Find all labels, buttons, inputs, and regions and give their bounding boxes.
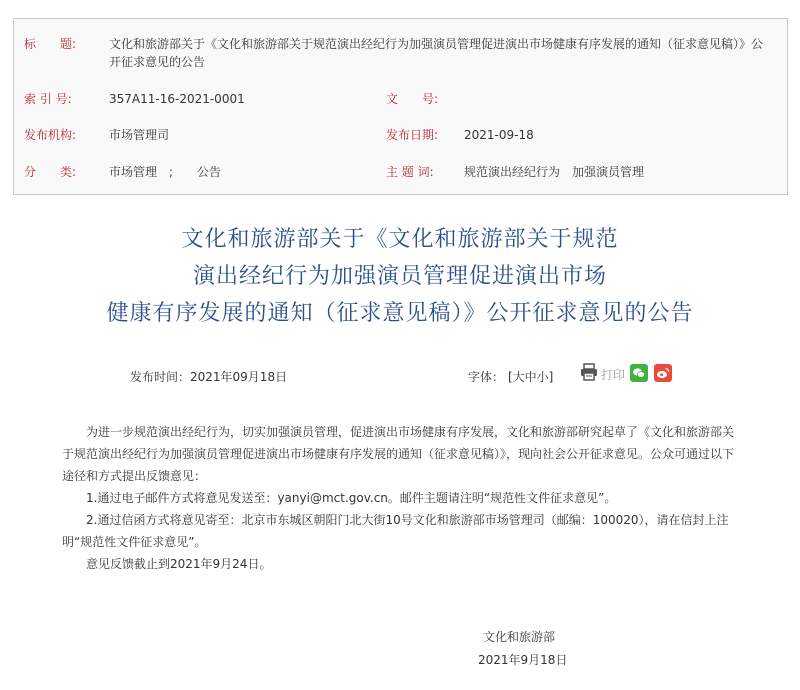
title-value: 文化和旅游部关于《文化和旅游部关于规范演出经纪行为加强演员管理促进演出市场健康有序发展的通知（征求意见稿）》公开征求意见的公告	[109, 37, 764, 69]
font-size-label: 字体：	[468, 370, 505, 384]
date-label: 发布日期:	[386, 128, 439, 142]
article-title-line-3: 健康有序发展的通知（征求意见稿）》公开征求意见的公告	[106, 301, 694, 326]
publish-time: 发布时间：2021年09月18日	[130, 370, 288, 384]
body-paragraph-1: 为进一步规范演出经纪行为，切实加强演员管理，促进演出市场健康有序发展，文化和旅游部研究起草了《文化和旅游部关于规范演出经纪行为加强演员管理促进演出市场健康有序发展的通知（征求意见稿）》，现向社会公开征求意见。公众可通过以下途径和方式提出反馈意见：	[62, 425, 735, 483]
weibo-icon[interactable]	[654, 364, 672, 382]
date-value: 2021-09-18	[464, 128, 534, 142]
org-value: 市场管理司	[109, 128, 170, 142]
title-label: 标 题:	[24, 37, 77, 51]
print-label[interactable]: 打印	[601, 368, 626, 382]
topic-value: 规范演出经纪行为 加强演员管理	[464, 165, 645, 179]
body-paragraph-3: 2.通过信函方式将意见寄至：北京市东城区朝阳门北大街10号文化和旅游部市场管理司（邮编：100020），请在信封上注明“规范性文件征求意见”。	[62, 513, 729, 549]
category-value: 市场管理 ; 公告	[109, 165, 222, 179]
index-label: 索 引 号:	[24, 92, 72, 106]
wechat-icon[interactable]	[630, 364, 648, 382]
body-paragraph-2: 1.通过电子邮件方式将意见发送至：yanyi@mct.gov.cn。邮件主题请注明“规范性文件征求意见”。	[62, 491, 617, 505]
printer-icon[interactable]	[579, 362, 599, 382]
article-title-line-1: 文化和旅游部关于《文化和旅游部关于规范	[181, 227, 619, 252]
font-size-switcher[interactable]: [大中小]	[508, 370, 554, 384]
topic-label: 主 题 词:	[386, 165, 434, 179]
document-metadata-table	[13, 18, 788, 195]
signer: 文化和旅游部	[483, 630, 556, 644]
org-label: 发布机构:	[24, 128, 77, 142]
index-value: 357A11-16-2021-0001	[109, 92, 245, 106]
category-label: 分 类:	[24, 165, 77, 179]
sign-date: 2021年9月18日	[478, 653, 568, 667]
article-title-line-2: 演出经纪行为加强演员管理促进演出市场	[192, 264, 607, 289]
article-body	[62, 421, 742, 575]
docno-label: 文 号:	[386, 92, 439, 106]
body-paragraph-4: 意见反馈截止到2021年9月24日。	[62, 557, 272, 571]
